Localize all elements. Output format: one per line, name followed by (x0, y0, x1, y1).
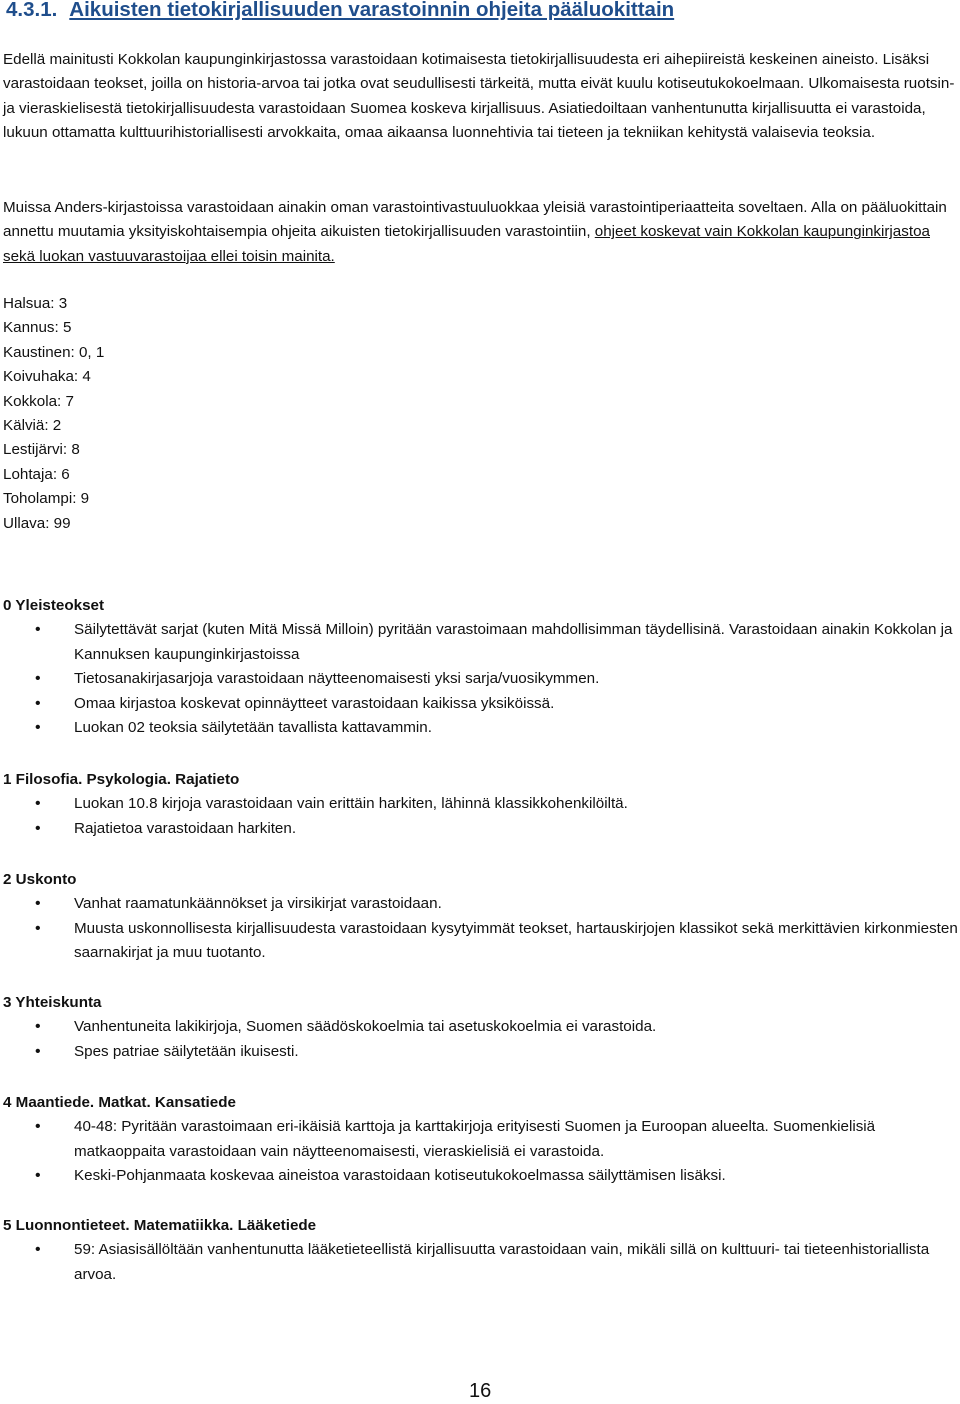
code-item: Ullava: 99 (3, 514, 71, 532)
section-heading-2: 2 Uskonto (3, 871, 77, 888)
bullet-item (3, 892, 958, 916)
bullet-item (3, 1015, 958, 1039)
bullet-list (3, 618, 958, 740)
code-item: Kannus: 5 (3, 319, 72, 337)
bullet-icon: • (35, 1018, 41, 1036)
bullet-icon: • (35, 719, 41, 737)
section-2-uskonto (3, 868, 958, 966)
responsibility-code-list (3, 292, 104, 536)
code-item: Lohtaja: 6 (3, 465, 70, 483)
code-item: Kokkola: 7 (3, 392, 74, 410)
bullet-text: 40-48: Pyritään varastoimaan eri-ikäisiä karttoja ja karttakirjoja erityisesti Suomen ja Euroopan alueelta. Suomenkielisiä matkaoppaita varastoidaan vain näytteenomaisesti, vieraskielisiä ei varastoida. (74, 1118, 876, 1160)
bullet-icon: • (35, 694, 41, 712)
bullet-icon: • (35, 1118, 41, 1136)
second-paragraph-underlined: ohjeet koskevat vain Kokkolan kaupunginkirjastoa sekä luokan vastuuvarastoijaa ellei toisin mainita. (3, 223, 930, 265)
bullet-icon: • (35, 1241, 41, 1259)
code-item: Koivuhaka: 4 (3, 368, 91, 386)
bullet-icon: • (35, 795, 41, 813)
section-heading-5: 5 Luonnontieteet. Matematiikka. Lääketiede (3, 1217, 317, 1234)
bullet-item (3, 917, 958, 966)
code-item: Halsua: 3 (3, 295, 68, 312)
section-title: Aikuisten tietokirjallisuuden varastoinnin ohjeita pääluokittain (69, 0, 675, 21)
bullet-text: Muusta uskonnollisesta kirjallisuudesta varastoidaan kysytyimmät teokset, hartauskirjojen klassikot sekä merkittävien kirkonmiesten saarnakirjat ja muu tuotanto. (74, 919, 958, 962)
section-4-maantiede (3, 1091, 958, 1189)
code-item: Lestijärvi: 8 (3, 441, 80, 459)
section-1-filosofia (3, 768, 958, 841)
bullet-icon: • (35, 670, 41, 688)
bullet-text: Vanhentuneita lakikirjoja, Suomen säädöskokoelmia tai asetuskokoelmia ei varastoida. (74, 1018, 657, 1036)
bullet-icon: • (35, 895, 41, 913)
code-item: Kälviä: 2 (3, 417, 62, 435)
second-paragraph-text: Muissa Anders-kirjastoissa varastoidaan ainakin oman varastointivastuuluokkaa yleisiä varastointiperiaatteita soveltaen. Alla on pääluokittain annettu muutamia yksityiskohtaisempia ohjeita aikuisten tietokirjallisuuden varastointiin, (3, 199, 947, 241)
bullet-text: Säilytettävät sarjat (kuten Mitä Missä Milloin) pyritään varastoimaan mahdollisimman täydellisinä. Varastoidaan ainakin Kokkolan ja Kannuksen kaupunginkirjastoissa (74, 621, 953, 663)
bullet-item (3, 1164, 958, 1188)
code-item: Toholampi: 9 (3, 490, 90, 508)
bullet-item (3, 692, 958, 716)
section-heading-4: 4 Maantiede. Matkat. Kansatiede (3, 1094, 236, 1111)
section-3-yhteiskunta (3, 991, 958, 1064)
bullet-text: 59: Asiasisällöltään vanhentunutta lääketieteellistä kirjallisuutta varastoidaan vain, mikäli sillä on kulttuuri- tai tieteenhistoriallista arvoa. (74, 1241, 930, 1283)
section-heading-3: 3 Yhteiskunta (3, 994, 102, 1011)
bullet-item (3, 817, 958, 841)
section-0-yleisteokset (3, 594, 958, 740)
bullet-text: Tietosanakirjasarjoja varastoidaan näytteenomaisesti yksi sarja/vuosikymmen. (74, 670, 600, 688)
section-heading-0: 0 Yleisteokset (3, 597, 105, 614)
bullet-icon: • (35, 919, 41, 937)
bullet-text: Vanhat raamatunkäännökset ja virsikirjat varastoidaan. (74, 895, 442, 913)
bullet-item (3, 1115, 958, 1164)
bullet-text: Rajatietoa varastoidaan harkiten. (74, 819, 297, 837)
bullet-text: Keski-Pohjanmaata koskevaa aineistoa varastoidaan kotiseutukokoelmassa säilyttämisen lisäksi. (74, 1167, 726, 1185)
bullet-item (3, 792, 958, 816)
section-number: 4.3.1. (6, 0, 58, 21)
bullet-text: Omaa kirjastoa koskevat opinnäytteet varastoidaan kaikissa yksiköissä. (74, 694, 555, 712)
second-paragraph (3, 196, 955, 269)
bullet-icon: • (35, 1042, 41, 1060)
page-number: 16 (469, 1380, 492, 1402)
bullet-text: Luokan 02 teoksia säilytetään tavallista kattavammin. (74, 719, 432, 737)
section-heading-1: 1 Filosofia. Psykologia. Rajatieto (3, 771, 240, 788)
section-5-luonnontieteet (3, 1214, 958, 1287)
bullet-icon: • (35, 1167, 41, 1185)
bullet-list (3, 1115, 958, 1188)
bullet-item (3, 716, 958, 740)
bullet-list (3, 1238, 958, 1287)
bullet-text: Spes patriae säilytetään ikuisesti. (74, 1042, 299, 1060)
bullet-icon: • (35, 819, 41, 837)
bullet-text: Luokan 10.8 kirjoja varastoidaan vain erittäin harkiten, lähinnä klassikkohenkilöiltä. (74, 795, 628, 813)
bullet-icon: • (35, 621, 41, 639)
bullet-item (3, 618, 958, 667)
bullet-item (3, 1238, 958, 1287)
code-item: Kaustinen: 0, 1 (3, 343, 105, 361)
section-heading (6, 0, 674, 22)
bullet-list (3, 892, 958, 965)
bullet-list (3, 1015, 958, 1064)
bullet-item (3, 667, 958, 691)
bullet-list (3, 792, 958, 841)
bullet-item (3, 1040, 958, 1064)
intro-paragraph: Edellä mainitusti Kokkolan kaupunginkirjastossa varastoidaan kotimaisesta tietokirjallisuudesta eri aihepiireistä keskeinen aineisto. Lisäksi varastoidaan teokset, joilla on historia-arvoa tai jotka ovat seudullisesti tärkeitä, mutta eivät kuulu kotiseutukokoelmaan. Ulkomaisesta ruotsin- ja vieraskielisestä tietokirjallisuudesta varastoidaan Suomea koskeva kirjallisuus. Asiatiedoiltaan vanhentunutta kirjallisuutta ei varastoida, lukuun ottamatta kulttuurihistoriallisesti arvokkaita, omaa aikaansa luonnehtivia tai tieteen ja tekniikan kehitystä valaisevia teoksia. (3, 51, 955, 142)
